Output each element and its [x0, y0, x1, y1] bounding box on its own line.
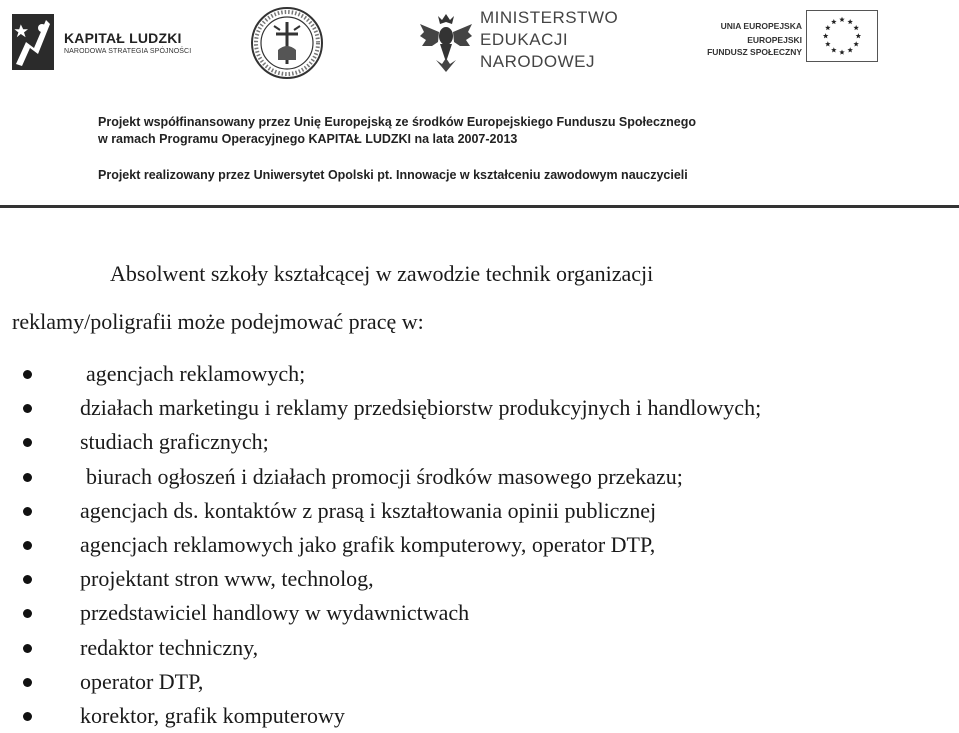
ministry-name-line1: MINISTERSTWO: [480, 8, 619, 27]
bullet-icon: [23, 609, 32, 618]
university-seal: [250, 6, 324, 80]
eu-star-icon: [856, 33, 861, 38]
ministry-logo: [418, 6, 648, 80]
kapital-ludzki-title: KAPITAŁ LUDZKI: [64, 30, 182, 46]
eu-star-icon: [853, 25, 858, 30]
eu-star-icon: [847, 19, 852, 24]
intro-text-line-1: Absolwent szkoły kształcącej w zawodzie technik organizacji: [110, 261, 654, 286]
eu-star-icon: [831, 47, 836, 52]
eu-star-icon: [825, 41, 830, 46]
eu-star-icon: [825, 25, 830, 30]
eu-line2: EUROPEJSKI: [747, 35, 802, 45]
bullet-icon: [23, 473, 32, 482]
bullet-icon: [23, 644, 32, 653]
kapital-ludzki-mark-icon: [12, 14, 54, 70]
eu-star-icon: [847, 47, 852, 52]
polish-eagle-icon: [418, 10, 474, 74]
bullet-icon: [23, 712, 32, 721]
logo-row: [0, 6, 959, 80]
eu-line3: FUNDUSZ SPOŁECZNY: [707, 47, 802, 57]
bullet-icon: [23, 404, 32, 413]
kapital-ludzki-subtitle: NARODOWA STRATEGIA SPÓJNOŚCI: [64, 48, 192, 55]
eu-star-icon: [853, 41, 858, 46]
ministry-name-line3: NARODOWEJ: [480, 52, 595, 71]
eu-star-icon: [839, 49, 844, 54]
eu-star-icon: [831, 19, 836, 24]
project-funding-line-1: Projekt współfinansowany przez Unię Europejską ze środków Europejskiego Funduszu Społecznego: [98, 115, 697, 129]
intro-text-line-2: reklamy/poligrafii może podejmować pracę w:: [12, 309, 424, 334]
bullet-icon: [23, 438, 32, 447]
bullet-icon: [23, 678, 32, 687]
bullet-icon: [23, 541, 32, 550]
eu-star-icon: [839, 17, 844, 22]
eu-star-icon: [823, 33, 828, 38]
bullet-icon: [23, 575, 32, 584]
eu-line1: UNIA EUROPEJSKA: [720, 21, 802, 31]
project-realization-line: Projekt realizowany przez Uniwersytet Opolski pt. Innowacje w kształceniu zawodowym nauczycieli: [98, 168, 688, 182]
eu-logo: [684, 6, 884, 80]
project-funding-line-2: w ramach Programu Operacyjnego KAPITAŁ LUDZKI na lata 2007-2013: [98, 132, 518, 146]
university-seal-icon: [250, 6, 324, 80]
document-header: [0, 0, 959, 210]
bullet-icon: [23, 507, 32, 516]
eu-flag-icon: [806, 10, 878, 62]
ministry-name-line2: EDUKACJI: [480, 30, 569, 49]
bullet-icon: [23, 370, 32, 379]
kapital-ludzki-logo: [12, 6, 202, 80]
header-divider: [0, 205, 959, 208]
